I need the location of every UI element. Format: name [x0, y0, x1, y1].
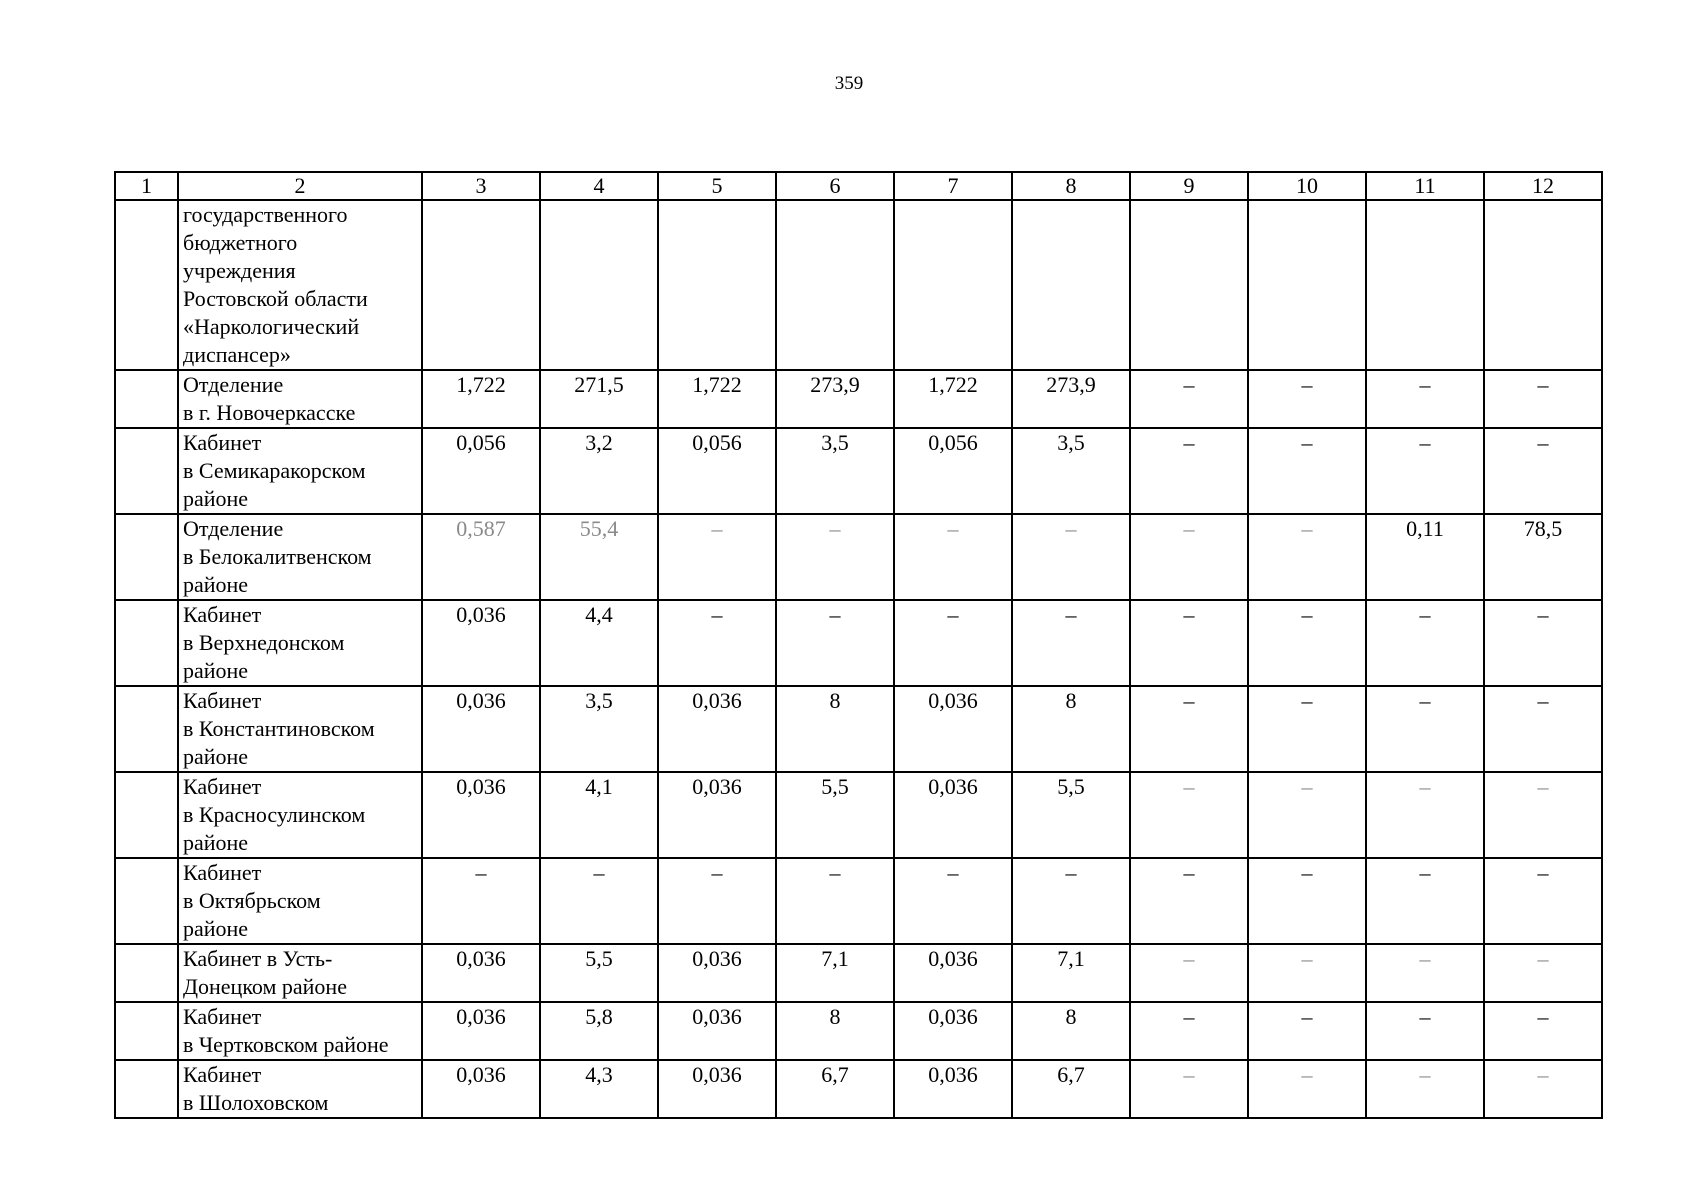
value-cell: –: [1484, 686, 1602, 772]
value-cell: –: [1130, 1060, 1248, 1118]
row-name-line: Кабинет: [183, 430, 262, 455]
value-cell: –: [658, 514, 776, 600]
value-cell: 271,5: [540, 370, 658, 428]
value-cell: 1,722: [422, 370, 540, 428]
value-cell: 6,7: [1012, 1060, 1130, 1118]
value-cell: –: [658, 600, 776, 686]
value-cell: –: [1484, 944, 1602, 1002]
value-cell: 8: [1012, 686, 1130, 772]
value-cell: –: [1130, 858, 1248, 944]
value-cell: 5,5: [776, 772, 894, 858]
value-cell: –: [1484, 1002, 1602, 1060]
value-cell: 7,1: [776, 944, 894, 1002]
table-row: [115, 1060, 1602, 1118]
value-cell: –: [1366, 772, 1484, 858]
data-table: [114, 171, 1603, 1119]
row-index-cell: [115, 686, 178, 772]
value-cell: 8: [776, 1002, 894, 1060]
value-cell: 6,7: [776, 1060, 894, 1118]
row-name-line: районе: [183, 830, 249, 855]
value-cell: 8: [1012, 1002, 1130, 1060]
table-row: [115, 686, 1602, 772]
value-cell: –: [776, 514, 894, 600]
value-cell: –: [1130, 514, 1248, 600]
value-cell: 273,9: [1012, 370, 1130, 428]
row-index-cell: [115, 514, 178, 600]
value-cell: –: [1248, 1060, 1366, 1118]
row-name-line: «Наркологический: [183, 314, 360, 339]
row-name-line: районе: [183, 744, 249, 769]
table-row: [115, 944, 1602, 1002]
value-cell: 0,036: [894, 686, 1012, 772]
value-cell: 0,036: [894, 1060, 1012, 1118]
value-cell: –: [1248, 428, 1366, 514]
value-cell: –: [1248, 772, 1366, 858]
value-cell: 4,1: [540, 772, 658, 858]
value-cell: [658, 200, 776, 370]
value-cell: –: [1130, 370, 1248, 428]
value-cell: 0,036: [422, 944, 540, 1002]
value-cell: 0,036: [894, 772, 1012, 858]
header-row: [115, 172, 1602, 200]
value-cell: –: [776, 600, 894, 686]
header-cell: 1: [115, 172, 178, 200]
row-name-line: в Белокалитвенском: [183, 544, 372, 569]
row-name-line: районе: [183, 486, 249, 511]
row-name-cell: [178, 944, 422, 1002]
value-cell: 5,5: [1012, 772, 1130, 858]
value-cell: [1484, 200, 1602, 370]
value-cell: –: [1130, 944, 1248, 1002]
row-name-line: районе: [183, 916, 249, 941]
table-row: [115, 514, 1602, 600]
row-name-line: в Красносулинском: [183, 802, 366, 827]
value-cell: [894, 200, 1012, 370]
header-cell: 7: [894, 172, 1012, 200]
value-cell: 0,036: [658, 1060, 776, 1118]
row-name-line: Кабинет: [183, 688, 262, 713]
value-cell: –: [894, 514, 1012, 600]
value-cell: 0,036: [658, 772, 776, 858]
value-cell: [1366, 200, 1484, 370]
value-cell: –: [894, 600, 1012, 686]
value-cell: 5,5: [540, 944, 658, 1002]
row-name-line: в Чертковском районе: [183, 1032, 389, 1057]
row-index-cell: [115, 1002, 178, 1060]
row-name-line: бюджетного: [183, 230, 298, 255]
table-row: [115, 1002, 1602, 1060]
row-name-cell: [178, 686, 422, 772]
row-index-cell: [115, 370, 178, 428]
header-cell: 4: [540, 172, 658, 200]
row-index-cell: [115, 428, 178, 514]
row-name-line: Отделение: [183, 372, 284, 397]
value-cell: –: [1248, 600, 1366, 686]
header-cell: 6: [776, 172, 894, 200]
value-cell: –: [1366, 428, 1484, 514]
header-cell: 8: [1012, 172, 1130, 200]
value-cell: 273,9: [776, 370, 894, 428]
value-cell: 0,036: [658, 686, 776, 772]
row-name-cell: [178, 370, 422, 428]
value-cell: –: [1012, 600, 1130, 686]
value-cell: [776, 200, 894, 370]
row-name-line: диспансер»: [183, 342, 291, 367]
row-name-line: районе: [183, 658, 249, 683]
table-row: [115, 428, 1602, 514]
value-cell: 0,056: [894, 428, 1012, 514]
value-cell: –: [1012, 514, 1130, 600]
row-name-cell: [178, 1060, 422, 1118]
row-name-line: Кабинет: [183, 774, 262, 799]
value-cell: –: [1366, 944, 1484, 1002]
row-name-line: в Верхнедонском: [183, 630, 345, 655]
row-name-line: в Константиновском: [183, 716, 375, 741]
value-cell: 4,3: [540, 1060, 658, 1118]
value-cell: –: [1248, 686, 1366, 772]
value-cell: [540, 200, 658, 370]
value-cell: –: [1130, 600, 1248, 686]
row-name-line: Кабинет: [183, 1004, 262, 1029]
value-cell: 0,036: [422, 772, 540, 858]
value-cell: –: [1484, 370, 1602, 428]
row-index-cell: [115, 772, 178, 858]
value-cell: 0,036: [894, 944, 1012, 1002]
value-cell: 3,5: [1012, 428, 1130, 514]
row-name-line: Кабинет: [183, 602, 262, 627]
table-row: [115, 858, 1602, 944]
row-name-cell: [178, 772, 422, 858]
value-cell: 0,036: [422, 600, 540, 686]
row-name-line: учреждения: [183, 258, 296, 283]
value-cell: 0,11: [1366, 514, 1484, 600]
row-index-cell: [115, 200, 178, 370]
value-cell: –: [1366, 370, 1484, 428]
value-cell: –: [1248, 514, 1366, 600]
value-cell: –: [1130, 772, 1248, 858]
value-cell: –: [1130, 1002, 1248, 1060]
header-cell: 5: [658, 172, 776, 200]
row-name-line: Кабинет: [183, 1062, 262, 1087]
value-cell: 78,5: [1484, 514, 1602, 600]
value-cell: –: [1366, 1060, 1484, 1118]
row-index-cell: [115, 858, 178, 944]
value-cell: 3,5: [540, 686, 658, 772]
table-row: [115, 200, 1602, 370]
value-cell: –: [1248, 370, 1366, 428]
row-name-cell: [178, 514, 422, 600]
value-cell: –: [1484, 600, 1602, 686]
value-cell: –: [1130, 686, 1248, 772]
value-cell: –: [894, 858, 1012, 944]
header-cell: 10: [1248, 172, 1366, 200]
value-cell: 5,8: [540, 1002, 658, 1060]
value-cell: 0,036: [658, 1002, 776, 1060]
value-cell: 0,036: [422, 686, 540, 772]
value-cell: –: [1248, 858, 1366, 944]
value-cell: –: [658, 858, 776, 944]
value-cell: 0,036: [658, 944, 776, 1002]
value-cell: 0,587: [422, 514, 540, 600]
value-cell: –: [1366, 600, 1484, 686]
table-row: [115, 370, 1602, 428]
row-name-line: Кабинет в Усть-: [183, 946, 333, 971]
row-name-line: государственного: [183, 202, 348, 227]
row-name-cell: [178, 428, 422, 514]
table-body: [115, 172, 1602, 1118]
value-cell: –: [1484, 1060, 1602, 1118]
value-cell: –: [1012, 858, 1130, 944]
value-cell: 55,4: [540, 514, 658, 600]
value-cell: [1248, 200, 1366, 370]
page-number: 359: [834, 73, 864, 94]
row-name-line: в г. Новочеркасске: [183, 400, 356, 425]
value-cell: –: [1366, 858, 1484, 944]
value-cell: –: [540, 858, 658, 944]
value-cell: 7,1: [1012, 944, 1130, 1002]
value-cell: –: [776, 858, 894, 944]
row-name-line: Донецком районе: [183, 974, 347, 999]
row-name-line: Отделение: [183, 516, 284, 541]
value-cell: –: [1484, 428, 1602, 514]
value-cell: –: [1248, 944, 1366, 1002]
value-cell: –: [1366, 1002, 1484, 1060]
header-cell: 12: [1484, 172, 1602, 200]
header-cell: 9: [1130, 172, 1248, 200]
value-cell: 0,056: [422, 428, 540, 514]
row-name-cell: [178, 858, 422, 944]
value-cell: [422, 200, 540, 370]
row-name-line: Кабинет: [183, 860, 262, 885]
table-row: [115, 600, 1602, 686]
table-row: [115, 772, 1602, 858]
header-cell: 11: [1366, 172, 1484, 200]
value-cell: [1012, 200, 1130, 370]
value-cell: 0,036: [422, 1002, 540, 1060]
row-index-cell: [115, 1060, 178, 1118]
value-cell: 4,4: [540, 600, 658, 686]
row-index-cell: [115, 600, 178, 686]
value-cell: –: [1366, 686, 1484, 772]
value-cell: 3,5: [776, 428, 894, 514]
value-cell: 0,056: [658, 428, 776, 514]
value-cell: –: [1248, 1002, 1366, 1060]
row-name-line: Ростовской области: [183, 286, 368, 311]
value-cell: 1,722: [658, 370, 776, 428]
value-cell: –: [1484, 858, 1602, 944]
row-name-line: в Семикаракорском: [183, 458, 366, 483]
row-name-line: в Октябрьском: [183, 888, 321, 913]
value-cell: –: [422, 858, 540, 944]
row-name-line: в Шолоховском: [183, 1090, 329, 1115]
row-name-cell: [178, 600, 422, 686]
value-cell: 0,036: [422, 1060, 540, 1118]
value-cell: –: [1484, 772, 1602, 858]
row-name-cell: [178, 200, 422, 370]
row-index-cell: [115, 944, 178, 1002]
value-cell: 8: [776, 686, 894, 772]
header-cell: 2: [178, 172, 422, 200]
header-cell: 3: [422, 172, 540, 200]
value-cell: [1130, 200, 1248, 370]
value-cell: 0,036: [894, 1002, 1012, 1060]
row-name-cell: [178, 1002, 422, 1060]
row-name-line: районе: [183, 572, 249, 597]
value-cell: –: [1130, 428, 1248, 514]
value-cell: 3,2: [540, 428, 658, 514]
value-cell: 1,722: [894, 370, 1012, 428]
